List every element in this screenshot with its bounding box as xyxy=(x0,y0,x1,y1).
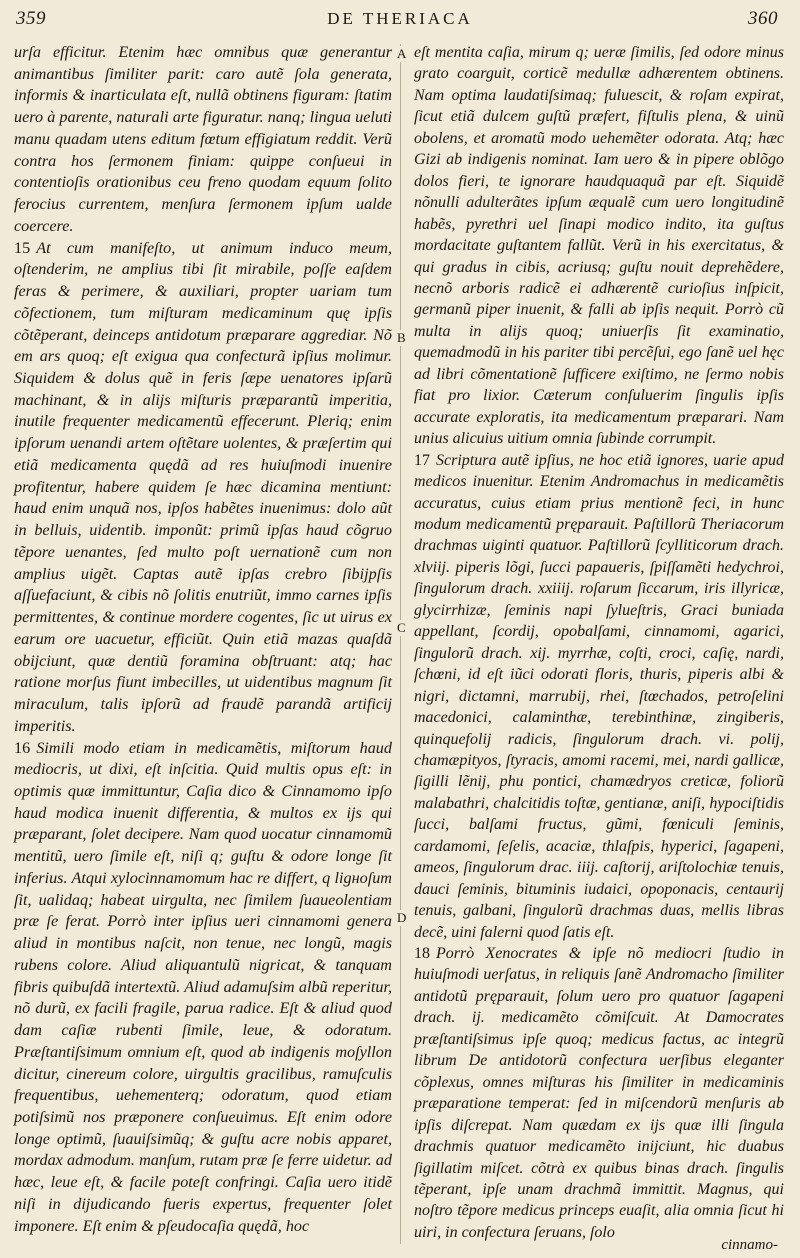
left-column xyxy=(14,42,392,1237)
margin-marker-d: D xyxy=(397,910,407,925)
section-15-text: At cum manifeſto, ut animum induco meum, oſtenderim, ne amplius tibi ſit mirabile, poſſe eaſdem feras & perimere, & auxiliari, propter uariam tum cõfectionem, tum miſturam medicaminum quę ipſis cõtẽperant, deinceps antidotum præparare aggrediar. Nõ em ars quoq; eſt exigua qua confecturã ipſius molimur. Siquidem & dolus quẽ in feris ſæpe uenatores ipſarũ machinant, & in alijs miſturis præparantũ imperitia, inutile frequenter medicamentũ effecerunt. Pleriq; enim ipſorum uenandi artem oſtẽtare uolentes, & præſertim qui etiã medicamenta quędã ad res huiuſmodi inuenire profitentur, habere quidem ſe hæc dicamina mentiunt: haud enim unquã nos, ipſos habẽtes inuenimus: dolo aũt in belluis, uidentib. imponũt: primũ ipſas haud cõgruo tẽpore uenantes, ſed multo poſt uernationẽ cum non amplius uigẽt. Captas autẽ ipſas crebro ſibijpſis aſſuefaciunt, & cibis nõ ſolitis enutriũt, immo carnes ipſis permittentes, & continue mordere cogentes, ſic ut uirus ex earum ore uacuetur, efficiũt. Quin etiã mazas quaſdã obijciunt, quæ dentiũ foramina obſtruant: atq; hac ratione morſus fiunt imbecilles, ut uidentibus magnum ſit miraculum, talis ipſorũ ad fraudẽ parandã artificij imperitis. xyxy=(14,238,392,735)
section-number-17: 17 xyxy=(414,451,430,469)
section-18-text: Porrò Xenocrates & ipſe nõ mediocri ſtudio in huiuſmodi uerſatus, in reliquis ſanẽ Andromacho ſimiliter antidotũ pręparauit, ſolum uero pro quatuor ſagapeni drach. ij. medicamẽto cõmiſcuit. At Damocrates præſtantiſsimus ipſe quoq; medicus factus, ac integrũ librum De antidotorũ confectura uerſibus eleganter cõplexus, omnes miſturas his ſimiliter in medicaminis præparatione temperat: ſed in miſcendorũ menſuris ab ipſis diſcrepat. Nam quædam ex ijs quæ illi ſingula drachmis quatuor medicamẽto inijciunt, hic duabus ſigillatim miſcet. cõtrà ex quibus binas drach. ſingulis tẽperant, ipſe unam drachmã immittit. Magnus, qui noſtro tẽpore medicus princeps euaſit, alia omnia ſicut hi uiri, in confectura ſeruans, ſolo xyxy=(414,945,784,1241)
margin-marker-c: C xyxy=(397,620,406,635)
section-number-16: 16 xyxy=(14,738,31,757)
section-15-paragraph xyxy=(14,238,392,738)
right-opening-paragraph: eſt mentita caſia, mirum q; ueræ ſimilis, ſed odore minus grato coarguit, corticẽ medullæ adhærentem obtinens. Nam optima laudatiſsimaq; fuluescit, & roſam expirat, ſicut etiã dulcem guſtũ præfert, fiſtulis plena, & uinũ obolens, et aromatũ modo uehemẽter odorata. Atq; hæc Gizi ab indigenis nominat. Iam uero & in pipere oblõgo dolos fieri, te ignorare haudquaquã par eſt. Siquidẽ nõnulli adulterãtes ipſum æqualẽ cum uero longitudinẽ habẽs, pyrethri uel ſinapi modico indito, ita guſtus mordacitate guſtantem fallũt. Verũ in his exercitatus, & qui gradus in cibis, acriusq; guſtu nouit deprehẽdere, necnõ arboris radicẽ ei adhærentẽ curioſius inſpicit, germanũ piper inuenit, & falli ab ipſis nequit. Porrò cũ multa in alijs quoq; uniuerſis ſit examinatio, quemadmodũ in his pariter tibi percẽſui, ego ſanẽ uel hęc ad libri cõmentationẽ ſufficere exiſtimo, ne ſermo nobis fiat pro lixior. Cæterum conſuluerim ſingulis ipſis accurate exploratis, ita medicamentum præparari. Nam unius alicuius uitium omnia ſubinde corrumpit. xyxy=(414,44,784,448)
left-opening-paragraph: urſa efficitur. Etenim hæc omnibus quæ generantur animantibus ſimiliter parit: caro autẽ ſola generata, informis & inarticulata eſt, nullã obtinens figuram: ſtatim uero à parente, naturali arte figuratur. nanq; lingua ueluti manu quadam utens editum fœtum effigiatum reddit. Verũ contra hos ſermonem finiam: quippe conſueui in contentioſis orationibus ceu freno quodam equum ſolito ferocius currentem, menſura ſermonem ipſum ualde coercere. xyxy=(14,43,392,235)
section-17-paragraph xyxy=(414,450,784,943)
section-16-paragraph xyxy=(14,738,392,1238)
section-number-18: 18 xyxy=(414,945,430,963)
right-column xyxy=(414,42,784,1243)
running-title: DE THERIACA xyxy=(327,9,473,28)
catchword: cinnamo- xyxy=(721,1237,778,1253)
margin-marker-b: B xyxy=(397,330,406,345)
margin-marker-a: A xyxy=(397,46,407,61)
section-number-15: 15 xyxy=(14,238,31,257)
section-18-paragraph xyxy=(414,943,784,1243)
section-17-text: Scriptura autẽ ipſius, ne hoc etiã ignores, uarie apud medicos inuenitur. Etenim Andromachus in medicamẽtis accuratus, cuius etiam prius mentionẽ feci, in hunc modum medicamentũ pręparauit. Paſtillorũ Theriacorum drachmas uiginti quatuor. Paſtillorũ ſcylliticorum drach. xlviij. piperis lõgi, ſucci papaueris, ſpiſſamẽti hedychroi, ſingulorum drach. xxiiij. roſarum ſiccarum, iris illyricæ, glycirrhizæ, ſeminis napi ſylueſtris, Graci buniada appellant, ſcordij, opobalſami, cinnamomi, agarici, ſingulorũ drach. xij. myrrhæ, coſti, croci, caſię, nardi, ſchœni, id eſt iũci odorati floris, thuris, piperis albi & nigri, dictamni, marrubij, rhei, ſtœchados, petroſelini macedonici, calaminthæ, terebinthinæ, zingiberis, quinquefolij radicis, ſingulorum drach. vi. polij, chamæpityos, ſtyracis, amomi racemi, mei, nardi gallicæ, ſigilli lẽnij, phu pontici, chamædryos creticæ, foliorũ malabathri, chalcitidis toſtæ, gentianæ, aniſi, hypociſtidis ſucci, balſami fructus, gũmi, fœniculi ſeminis, cardamomi, ſeſelis, acaciæ, thlaſpis, hyperici, ſagapeni, ameos, ſingulorum drac. iiij. caſtorij, ariſtolochiæ tenuis, dauci ſeminis, bituminis iudaici, opoponacis, centaurij tenuis, galbani, ſingulorũ drachmas duas, mellis libras decẽ, uini falerni quod ſatis eſt. xyxy=(414,451,784,941)
column-divider xyxy=(400,44,401,1244)
page-number-left: 359 xyxy=(16,8,46,29)
page-number-right: 360 xyxy=(748,8,778,29)
section-16-text: Simili modo etiam in medicamẽtis, miſtorum haud mediocris, ut dixi, eſt inſcitia. Quid multis opus eſt: in optimis quæ immittuntur, Caſia dico & Cinnamomo ipſo haud modica inuenit differentia, & multos ex ijs qui præparant, ſolet decipere. Nam quod uocatur cinnamomũ mentitũ, uero ſimile eſt, niſi q; guſtu & odore longe ſit inferius. Atqui xylocinnamomum hac re differt, q ligноſum ſit, ualidaq; habeat uirgulta, nec ſimilem ſuaueolentiam præ ſe ferat. Porrò inter ipſius ueri cinnamomi genera aliud in montibus naſcit, non tenue, nec longũ, magis rubens colore. Aliud aliquantulũ nigricat, & tanquam fibris quibuſdã intertextũ. Aliud adamuſsim albũ reperitur, nõ durũ, ex facili fragile, parua radice. Eſt & aliud quod dam caſiæ rubenti ſimile, leue, & odoratum. Præſtantiſsimum omnium eſt, quod ab indigenis moſyllon dicitur, cinereum colore, uirgultis gracilibus, ramuſculis frequentibus, uehementerq; odoratum, quod etiam potiſsimũ nos præponere conſueuimus. Eſt enim odore longe optimũ, ſuauiſsimũq; & guſtu acre nobis apparet, mordax admodum. manſum, rutam præ ſe ferre uidetur. ad hæc, leue eſt, & facile poteſt confringi. Caſia uero itidẽ niſi in dijudicando fueris expertus, frequenter ſolet imponere. Eſt enim & pſeudocaſia quędã, hoc xyxy=(14,738,392,1235)
page-header xyxy=(0,0,800,38)
